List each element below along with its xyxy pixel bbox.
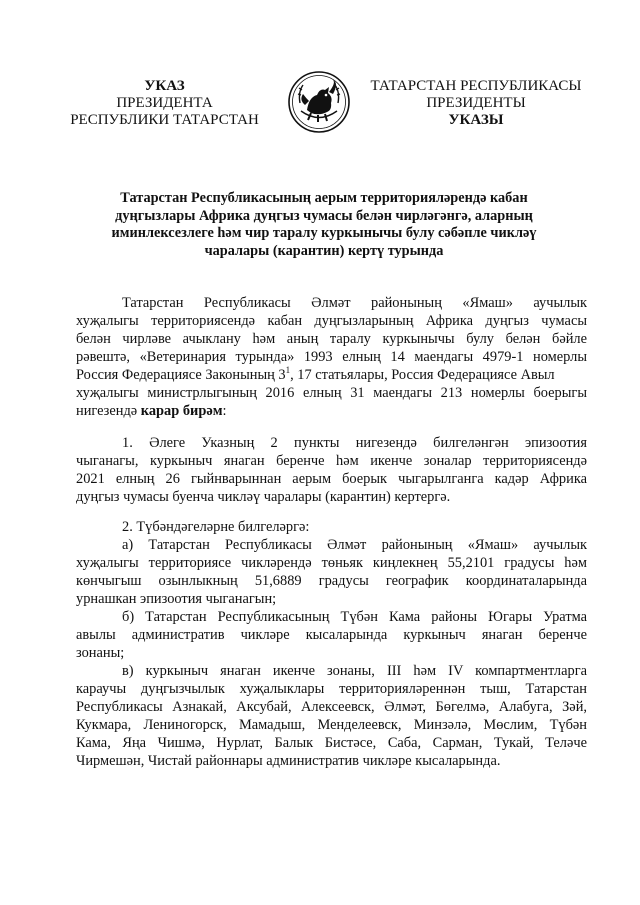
text-line: 1. Әлеге Указның 2 пункты нигезендә билгеләнгән эпизоотия bbox=[122, 435, 587, 451]
text-line: хуҗалыгы министрлыгының 2016 елның 31 маендагы 213 номерлы боерыгы bbox=[76, 385, 587, 401]
text-fragment: Россия Федерациясе Законының 3 bbox=[76, 367, 286, 383]
text-line: а) Татарстан Республикасы Әлмәт районының «Ямаш» аучылык bbox=[122, 537, 587, 553]
document-title bbox=[86, 190, 562, 260]
text-line: Кама, Яңа Чишмә, Нурлат, Балык Бистәсе, Саба, Сарман, Тукай, Теләче bbox=[76, 735, 587, 751]
text-fragment: : bbox=[222, 403, 227, 419]
document-header bbox=[0, 70, 640, 140]
text-line bbox=[76, 366, 587, 384]
header-right-line: УКАЗЫ bbox=[448, 112, 504, 128]
text-line: караучы дуңгызчылык хуҗалыклары территорияләреннән тыш, Татарстан bbox=[76, 681, 587, 697]
text-line: хуҗалыгы территориясе чикләрендә төньяк киңлекнең 55,2101 градусы һәм bbox=[76, 555, 587, 571]
header-tatar bbox=[362, 78, 590, 129]
text-line: зонаны; bbox=[76, 645, 125, 661]
decree-phrase: карар бирәм bbox=[140, 403, 223, 419]
text-fragment: , 17 статьялары, Россия Федерациясе Авыл bbox=[290, 367, 555, 383]
text-line: авылы административ чикләре кысаларында куркыныч янаган беренче bbox=[76, 627, 587, 643]
title-line: иминлексезлеге һәм чир таралу куркынычы булу сәбәпле чикләү bbox=[111, 225, 537, 241]
coat-of-arms-icon bbox=[287, 70, 351, 134]
header-russian bbox=[62, 78, 267, 129]
text-fragment: нигезендә bbox=[76, 403, 141, 419]
header-left-line: ПРЕЗИДЕНТА bbox=[116, 95, 213, 111]
text-line: рәвештә, «Ветеринария турында» 1993 елның 14 маендагы 4979-1 номерлы bbox=[76, 349, 587, 365]
text-line: Чирмешән, Чистай районнары административ чикләре кысаларында. bbox=[76, 753, 501, 769]
text-line: белән чирләве ачыклану һәм аның таралу куркынычы булу белән бәйле bbox=[76, 331, 587, 347]
superscript: 1 bbox=[285, 365, 291, 375]
text-line: 2021 елның 26 гыйнварыннан аерым боерык чыгарылганга кадәр Африка bbox=[76, 471, 587, 487]
item-1-paragraph bbox=[76, 434, 587, 506]
text-line: дуңгыз чумасы буенча чикләү чаралары (карантин) кертергә. bbox=[76, 489, 451, 505]
text-line: Республикасы Азнакай, Аксубай, Алексеевск, Әлмәт, Бөгелмә, Алабуга, Зәй, bbox=[76, 699, 587, 715]
text-line: Кукмара, Лениногорск, Мамадыш, Менделеевск, Минзәлә, Мөслим, Түбән bbox=[76, 717, 587, 733]
item-2-section bbox=[76, 518, 587, 770]
text-line: 2. Түбәндәгеләрне билгеләргә: bbox=[122, 519, 310, 535]
header-right-line: ПРЕЗИДЕНТЫ bbox=[426, 95, 526, 111]
text-line: хуҗалыгы территориясендә кабан дуңгызларының Африка дуңгыз чумасы bbox=[76, 313, 587, 329]
header-right-line: ТАТАРСТАН РЕСПУБЛИКАСЫ bbox=[370, 78, 582, 94]
text-line: в) куркыныч янаган икенче зонаны, III һәм IV компартментларга bbox=[122, 663, 587, 679]
preamble-paragraph bbox=[76, 294, 587, 420]
header-left-line: РЕСПУБЛИКИ ТАТАРСТАН bbox=[70, 112, 259, 128]
text-line: көнчыгыш озынлыкның 51,6889 градусы географик координаталарында bbox=[76, 573, 587, 589]
text-line: б) Татарстан Республикасының Түбән Кама районы Югары Уратма bbox=[122, 609, 587, 625]
title-line: чаралары (карантин) кертү турында bbox=[204, 242, 444, 259]
title-line: Татарстан Республикасының аерым территорияләрендә кабан bbox=[120, 190, 528, 206]
text-line: чыганагы, куркыныч янаган беренче һәм икенче зоналар территориясендә bbox=[76, 453, 587, 469]
text-line bbox=[76, 402, 587, 420]
title-line: дуңгызлары Африка дуңгыз чумасы белән чирләгәнгә, аларның bbox=[115, 207, 533, 224]
header-left-line: УКАЗ bbox=[144, 78, 185, 94]
text-line: Татарстан Республикасы Әлмәт районының «Ямаш» аучылык bbox=[122, 295, 587, 311]
text-line: урнашкан эпизоотия чыганагын; bbox=[76, 591, 277, 607]
